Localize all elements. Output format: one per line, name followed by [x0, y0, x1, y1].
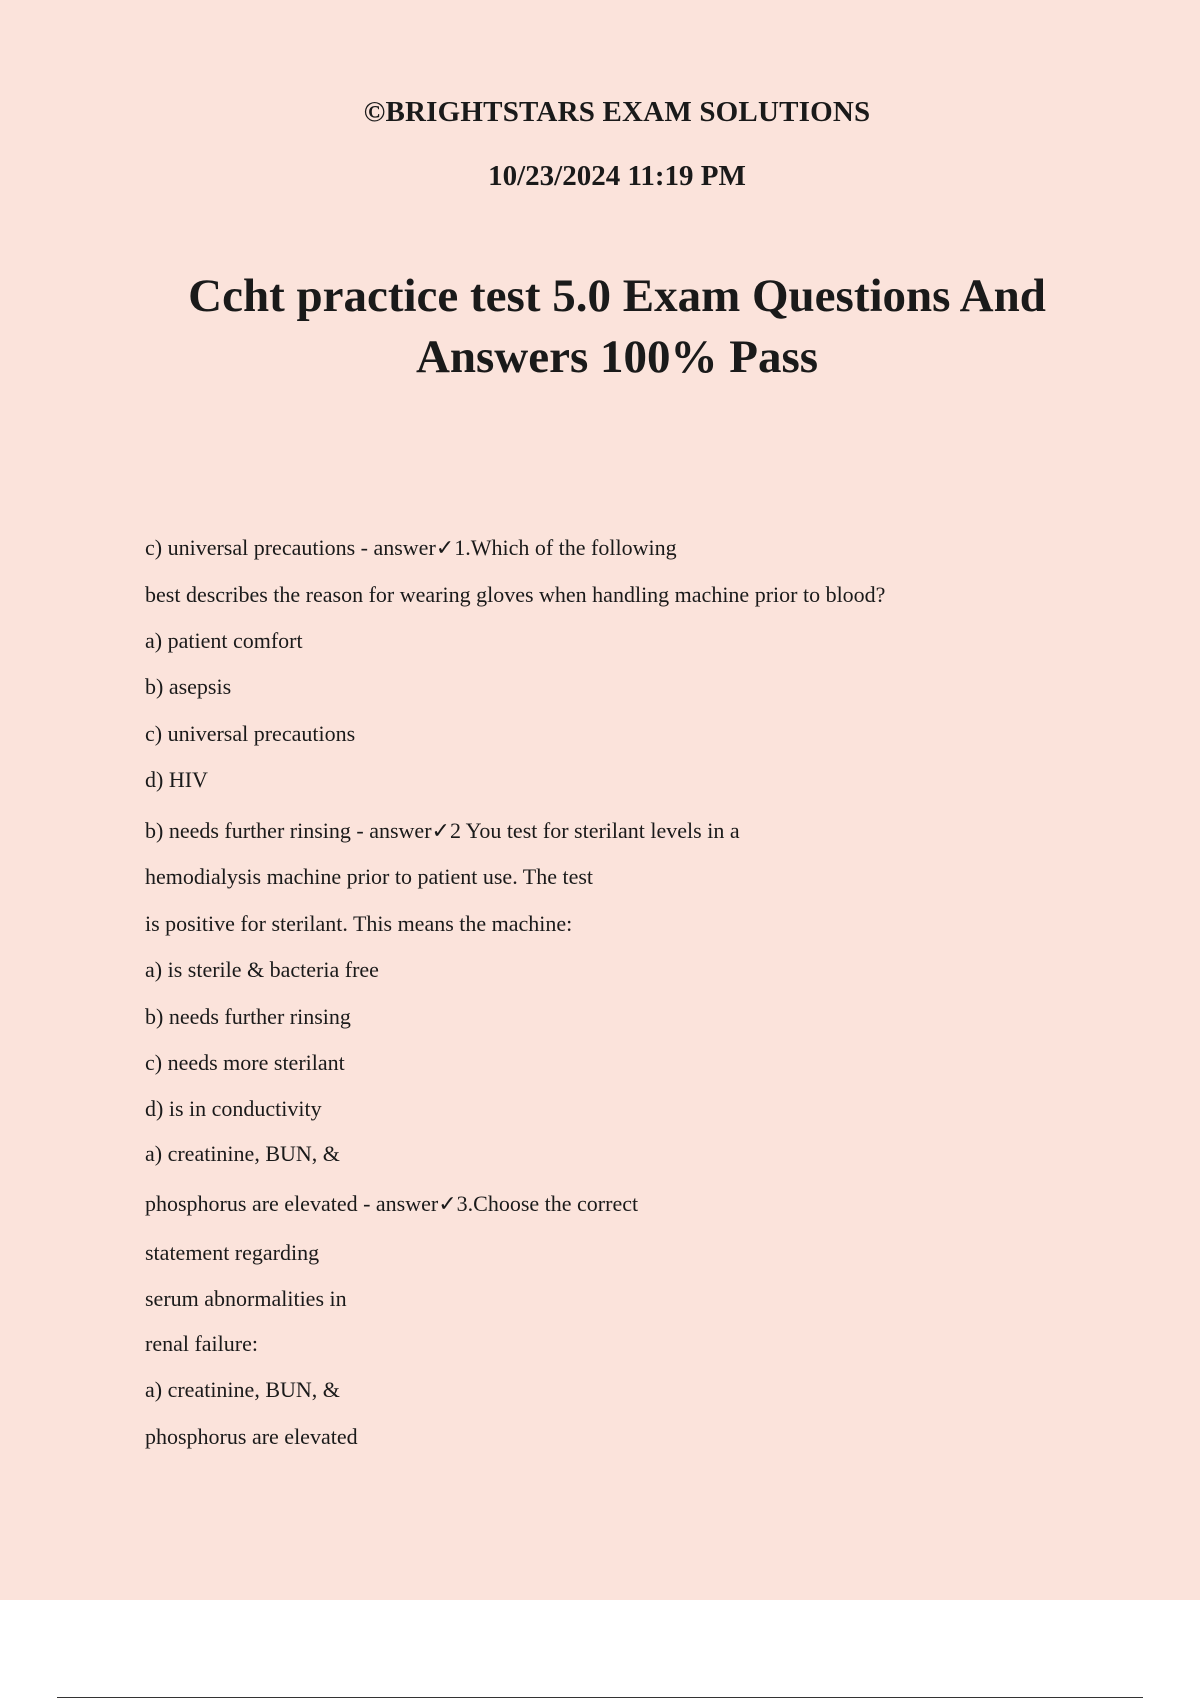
body-line: a) patient comfort	[145, 628, 303, 653]
organization-header: ©BRIGHTSTARS EXAM SOLUTIONS	[363, 96, 871, 128]
body-line: c) universal precautions	[145, 721, 356, 746]
footer-divider	[57, 1697, 1143, 1698]
body-line: c) universal precautions - answer✓1.Which of the following	[145, 535, 677, 560]
body-line: renal failure:	[145, 1331, 258, 1356]
body-line: a) is sterile & bacteria free	[145, 957, 379, 982]
document-title-line-2: Answers 100% Pass	[415, 331, 819, 383]
timestamp-header: 10/23/2024 11:19 PM	[488, 160, 746, 192]
body-line: b) asepsis	[145, 674, 232, 699]
body-line: phosphorus are elevated - answer✓3.Choose the correct	[145, 1191, 639, 1216]
body-line: d) is in conductivity	[145, 1096, 322, 1121]
document-title	[100, 266, 1134, 388]
body-line: b) needs further rinsing	[145, 1004, 351, 1029]
body-line: statement regarding	[145, 1240, 320, 1265]
body-line: hemodialysis machine prior to patient use. The test	[145, 864, 594, 889]
body-line: b) needs further rinsing - answer✓2 You test for sterilant levels in a	[145, 818, 740, 843]
body-line: best describes the reason for wearing gloves when handling machine prior to blood?	[145, 582, 886, 607]
body-line: a) creatinine, BUN, &	[145, 1141, 340, 1166]
body-line: c) needs more sterilant	[145, 1050, 345, 1075]
body-line: serum abnormalities in	[145, 1286, 347, 1311]
body-line: a) creatinine, BUN, &	[145, 1377, 340, 1402]
body-line: d) HIV	[145, 767, 208, 792]
document-title-line-1: Ccht practice test 5.0 Exam Questions And	[188, 270, 1046, 322]
body-line: phosphorus are elevated	[145, 1424, 358, 1449]
body-line: is positive for sterilant. This means the machine:	[145, 911, 573, 936]
